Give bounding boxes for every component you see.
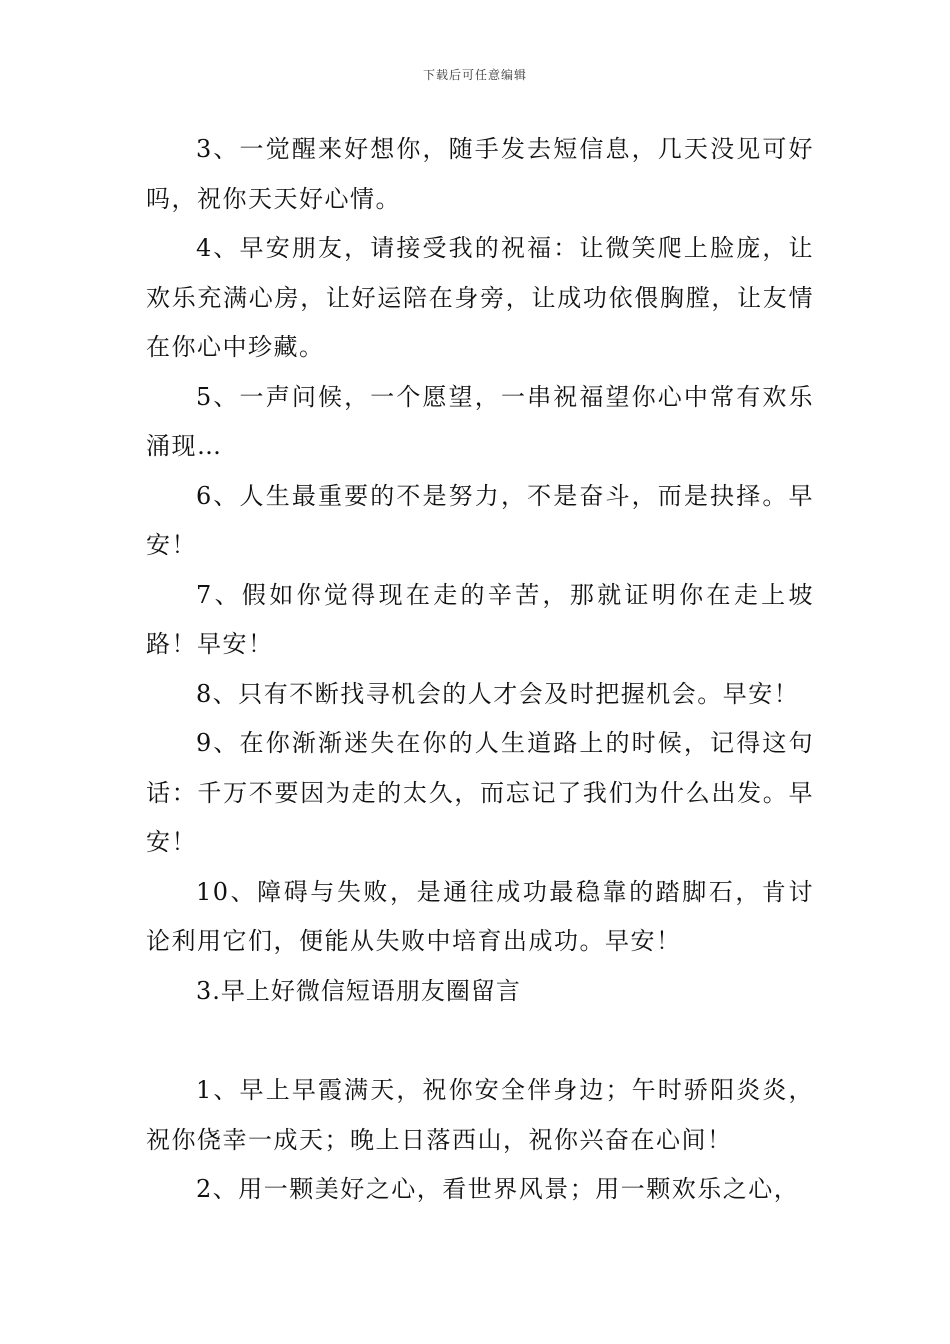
paragraph-item-2: 2、用一颗美好之心，看世界风景；用一颗欢乐之心，: [196, 1175, 800, 1203]
document-body: [146, 125, 814, 1215]
paragraph-item-1: 1、早上早霞满天，祝你安全伴身边；午时骄阳炎炎，祝你侥幸一成天；晚上日落西山，祝你兴奋在心间！: [146, 1076, 814, 1154]
page-header-note: 下载后可任意编辑: [422, 68, 527, 82]
paragraph-item-10: 10、障碍与失败，是通往成功最稳靠的踏脚石，肯讨论利用它们，便能从失败中培育出成功。早安！: [146, 877, 814, 955]
paragraph-item-3: 3、一觉醒来好想你，随手发去短信息，几天没见可好吗，祝你天天好心情。: [146, 135, 814, 213]
section-heading: 3.早上好微信短语朋友圈留言: [196, 976, 521, 1005]
paragraph-item-5: 5、一声问候，一个愿望，一串祝福望你心中常有欢乐涌现…: [146, 382, 814, 460]
paragraph-item-9: 9、在你渐渐迷失在你的人生道路上的时候，记得这句话：千万不要因为走的太久，而忘记了我们为什么出发。早安！: [146, 729, 814, 856]
paragraph-item-6: 6、人生最重要的不是努力，不是奋斗，而是抉择。早安！: [146, 481, 814, 559]
paragraph-item-4: 4、早安朋友，请接受我的祝福：让微笑爬上脸庞，让欢乐充满心房，让好运陪在身旁，让成功依偎胸膛，让友情在你心中珍藏。: [146, 234, 814, 361]
paragraph-item-7: 7、假如你觉得现在走的辛苦，那就证明你在走上坡路！早安！: [146, 580, 814, 658]
paragraph-item-8: 8、只有不断找寻机会的人才会及时把握机会。早安！: [196, 679, 800, 708]
